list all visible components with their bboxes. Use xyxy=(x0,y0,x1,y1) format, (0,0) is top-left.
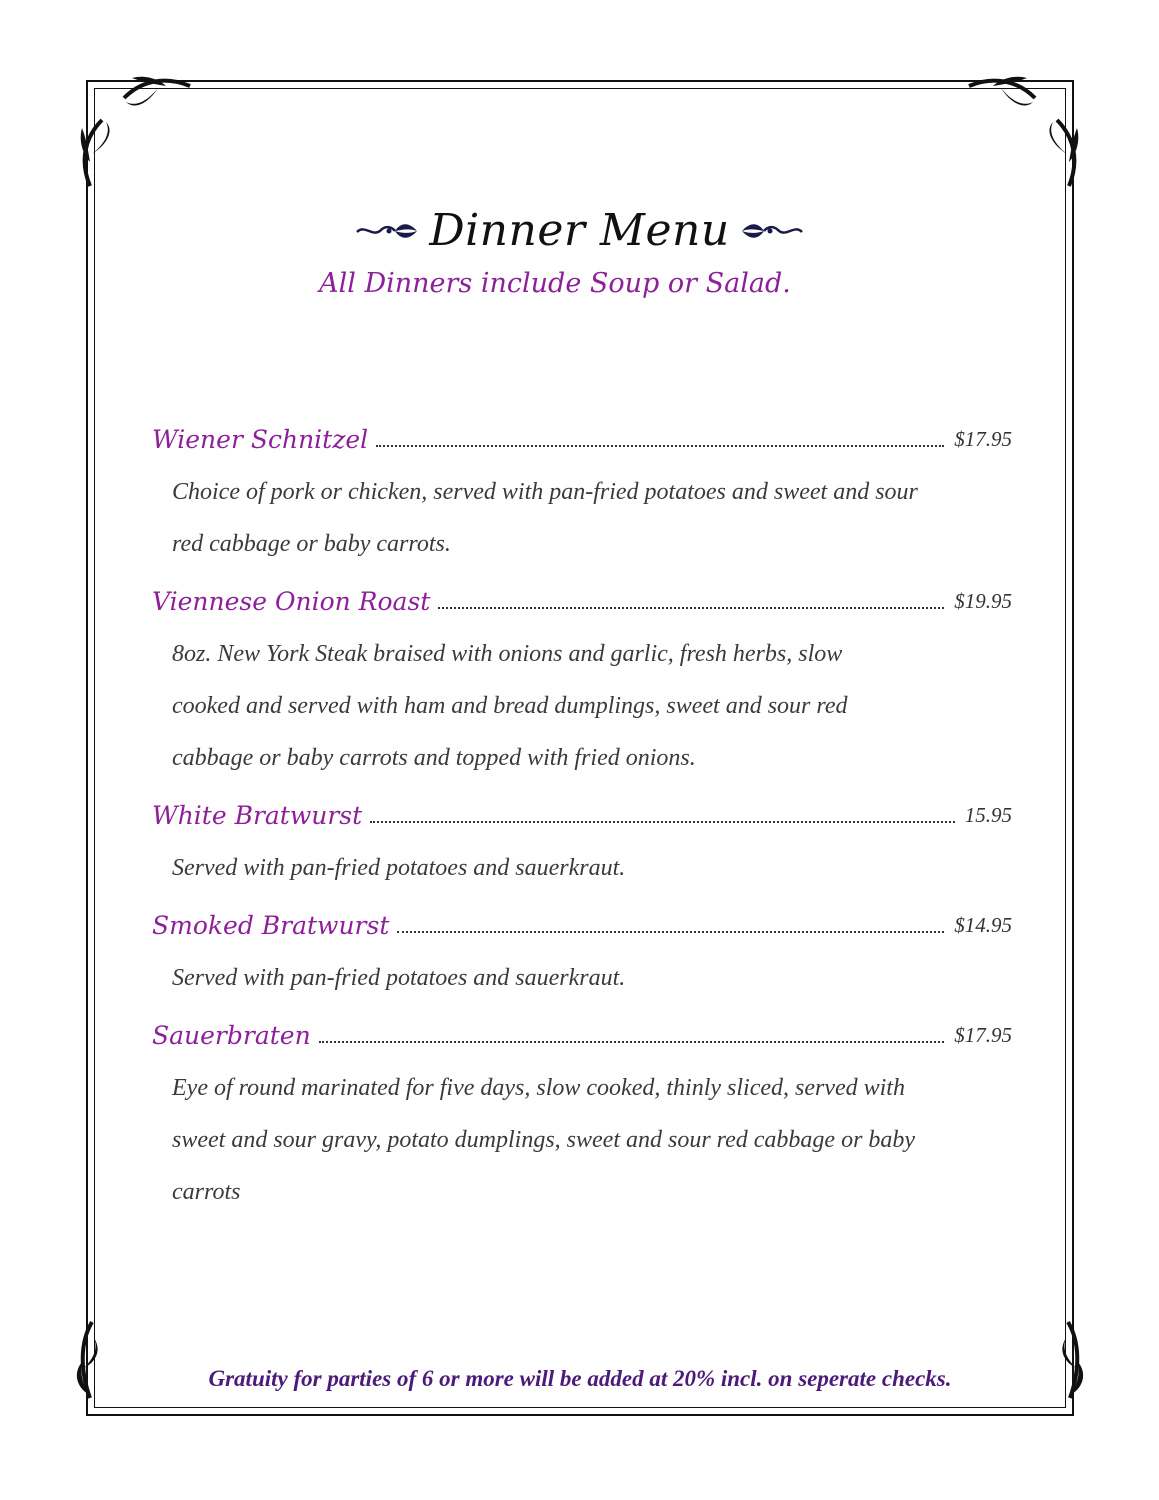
leader-dots xyxy=(319,1041,945,1043)
menu-item-name: Smoked Bratwurst xyxy=(152,911,390,940)
menu-item-name: White Bratwurst xyxy=(152,801,363,830)
title-row xyxy=(0,205,1159,256)
menu-item-description: Eye of round marinated for five days, slow cooked, thinly sliced, served with sweet and sour gravy, potato dumplings, sweet and sour red cabbage or baby carrots xyxy=(172,1075,916,1205)
menu-item-description: Served with pan-fried potatoes and sauerkraut. xyxy=(172,855,626,881)
menu-item-description: Served with pan-fried potatoes and sauerkraut. xyxy=(172,965,626,991)
menu-item-price: $19.95 xyxy=(954,589,1012,613)
title-left-ornament-icon xyxy=(355,220,419,242)
menu-item-name: Sauerbraten xyxy=(152,1021,311,1050)
gratuity-note: Gratuity for parties of 6 or more will be added at 20% incl. on seperate checks. xyxy=(208,1366,952,1391)
page-title: Dinner Menu xyxy=(429,205,730,256)
page-subtitle: All Dinners include Soup or Salad. xyxy=(319,268,791,299)
menu-item-description: 8oz. New York Steak braised with onions and garlic, fresh herbs, slow cooked and served with ham and bread dumplings, sweet and sour red cabbage or baby carrots and topped with fried onions. xyxy=(172,641,848,771)
menu-item-price: $17.95 xyxy=(954,427,1012,451)
menu-item-header xyxy=(152,1014,1012,1050)
menu-item-price: $14.95 xyxy=(954,913,1012,937)
menu-item-header xyxy=(152,904,1012,940)
top-right-flourish-icon xyxy=(957,58,1097,188)
menu-item-name: Wiener Schnitzel xyxy=(152,425,369,454)
top-left-flourish-icon xyxy=(62,58,202,188)
title-right-ornament-icon xyxy=(740,220,804,242)
leader-dots xyxy=(376,445,944,447)
bottom-right-flourish-icon xyxy=(1038,1318,1098,1408)
leader-dots xyxy=(370,821,955,823)
menu-item-header xyxy=(152,418,1012,454)
menu-item-price: $17.95 xyxy=(954,1023,1012,1047)
menu-item-description: Choice of pork or chicken, served with pan-fried potatoes and sweet and sour red cabbage or baby carrots. xyxy=(172,479,918,557)
bottom-left-flourish-icon xyxy=(62,1318,122,1408)
menu-item-header xyxy=(152,580,1012,616)
leader-dots xyxy=(438,607,944,609)
menu-item-header xyxy=(152,794,1012,830)
menu-item-price: 15.95 xyxy=(964,803,1012,827)
leader-dots xyxy=(397,931,944,933)
menu-item-name: Viennese Onion Roast xyxy=(152,587,431,616)
